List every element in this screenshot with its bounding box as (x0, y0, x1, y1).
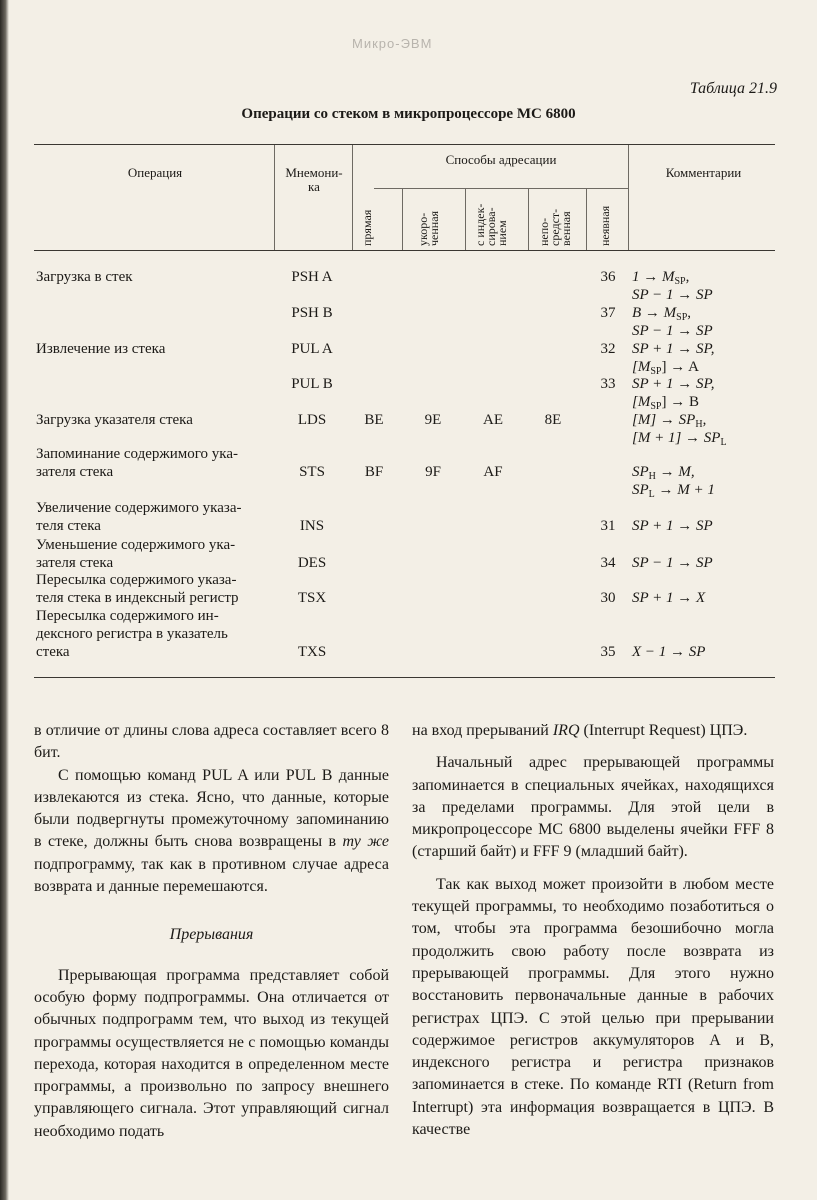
row-mnemonic: PSH B (291, 305, 333, 321)
left-text-column (34, 720, 389, 1143)
row-implied: 37 (600, 305, 616, 321)
table-top-rule (34, 144, 775, 145)
row-operation: Пересылка содержимого указа- теля стека в индексный регистр (36, 572, 239, 606)
row-mnemonic: PSH A (291, 269, 333, 285)
row-direct: BE (364, 412, 384, 428)
row-mnemonic: DES (297, 555, 327, 571)
paragraph: Прерывающая программа представляет собой особую форму подпрограммы. Она отличается от обычных подпрограмм тем, что выход из текущей программы осуществляется не с помощью команды перехода, которая находится в определенном месте программы, а произвольно по запросу внешнего управляющего сигнала. Этот управляющий сигнал необходимо подать (34, 966, 389, 1140)
row-mnemonic: STS (299, 464, 325, 480)
row-indexed: AE (483, 412, 503, 428)
header-indexed: с индек- сирова- нием (473, 203, 509, 246)
section-title: Прерывания (169, 926, 254, 944)
paragraph: С помощью команд PUL A или PUL B данные извлекаются из стека. Ясно, что данные, которые были подвергнуты промежуточному запоминанию в стеке, должны быть снова возвращены в ту же подпрограмму, так как в противном случае адреса возврата и данные перемешаются. (34, 766, 389, 896)
row-mnemonic: PUL A (291, 341, 333, 357)
row-operation: Уменьшение содержимого ука- зателя стека (36, 537, 236, 571)
row-implied: 30 (600, 590, 616, 606)
row-comment: $1 \to M_{SP}$, SP − 1 → SP (632, 269, 713, 303)
row-mnemonic: INS (299, 518, 325, 534)
row-implied: 36 (600, 269, 616, 285)
header-mnemonic: Мнемони- ка (285, 165, 343, 194)
col-divider (352, 145, 353, 250)
row-mnemonic: PUL B (291, 376, 333, 392)
paragraph: на вход прерываний IRQ (Interrupt Request) ЦПЭ. (412, 722, 748, 739)
header-comments: Комментарии (665, 165, 742, 180)
header-addressing-group: Способы адресации (445, 152, 557, 167)
paragraph: Так как выход может произойти в любом месте текущей программы, то необходимо позаботиться о том, чтобы эта программа безошибочно могла продолжить свою работу после возврата из прерывающей программы. Для этого нужно восстановить первоначальные данные в рабочих регистрах ЦПЭ. С этой целью при прерывании содержимое регистров аккумуляторов А и В, индексного регистра и регистра признаков запоминается в стеке. По команде RTI (Return from Interrupt) эта информация возвращается в ЦПЭ. В качестве (412, 875, 774, 1139)
col-divider (402, 189, 403, 250)
header-immediate: непо- средст- венная (537, 208, 573, 246)
right-text-column (412, 720, 774, 1141)
addressing-header-rule (374, 188, 628, 189)
page-stamp: Микро-ЭВМ (352, 36, 433, 51)
col-divider (586, 189, 587, 250)
row-operation: Загрузка указателя стека (36, 412, 193, 428)
table-bottom-rule (34, 677, 775, 678)
row-short: 9E (424, 412, 442, 428)
row-comment: X − 1 → SP (632, 644, 706, 660)
row-implied: 32 (600, 341, 616, 357)
row-mnemonic: TXS (297, 644, 327, 660)
row-comment: SP + 1 → SP, $[M_{SP}] \to B$ (632, 376, 715, 412)
col-divider (465, 189, 466, 250)
row-indexed: AF (483, 464, 503, 480)
row-mnemonic: TSX (297, 590, 327, 606)
row-comment: SP − 1 → SP (632, 555, 713, 571)
page-binding-edge (0, 0, 9, 1200)
paragraph: в отличие от длины слова адреса составляет всего 8 бит. (34, 722, 389, 762)
row-operation: Увеличение содержимого указа- теля стека (36, 500, 242, 534)
table-title: Операции со стеком в микропроцессоре МС 6800 (241, 106, 576, 122)
header-short: укоро- ченная (416, 210, 441, 246)
paragraph: Начальный адрес прерывающей программы запоминается в специальных ячейках, находящихся за пределами программы. Для этой цели в микропроцессоре МС 6800 выделены ячейки FFF 8 (старший байт) и FFF 9 (младший байт). (412, 754, 774, 861)
row-operation: Извлечение из стека (36, 341, 166, 357)
row-implied: 31 (600, 518, 616, 534)
row-comment: $[M] \to SP_H$, $[M + 1] \to SP_L$ (632, 412, 727, 448)
row-short: 9F (425, 464, 441, 480)
row-implied: 34 (600, 555, 616, 571)
row-operation: Запоминание содержимого ука- зателя стека (36, 446, 239, 480)
table-label: Таблица 21.9 (689, 80, 777, 97)
header-direct: прямая (360, 209, 374, 246)
row-operation: Пересылка содержимого ин- дексного регистра в указатель стека (36, 608, 228, 660)
row-direct: BF (364, 464, 384, 480)
col-divider (628, 145, 629, 250)
row-implied: 35 (600, 644, 616, 660)
row-comment: SP + 1 → SP, $[M_{SP}] \to A$ (632, 341, 715, 377)
header-bottom-rule (34, 250, 775, 251)
row-comment: SP + 1 → X (632, 590, 706, 606)
col-divider (274, 145, 275, 250)
header-implied: неявная (598, 205, 612, 246)
row-immediate: 8E (544, 412, 562, 428)
row-implied: 33 (600, 376, 616, 392)
row-comment: $B \to M_{SP}$, SP − 1 → SP (632, 305, 713, 339)
row-comment: SP + 1 → SP (632, 518, 713, 534)
row-mnemonic: LDS (297, 412, 327, 428)
row-operation: Загрузка в стек (36, 269, 133, 285)
header-operation: Операция (127, 165, 183, 180)
row-comment: $SP_H \to M$, $SP_L \to M + 1$ (632, 464, 715, 500)
col-divider (528, 189, 529, 250)
